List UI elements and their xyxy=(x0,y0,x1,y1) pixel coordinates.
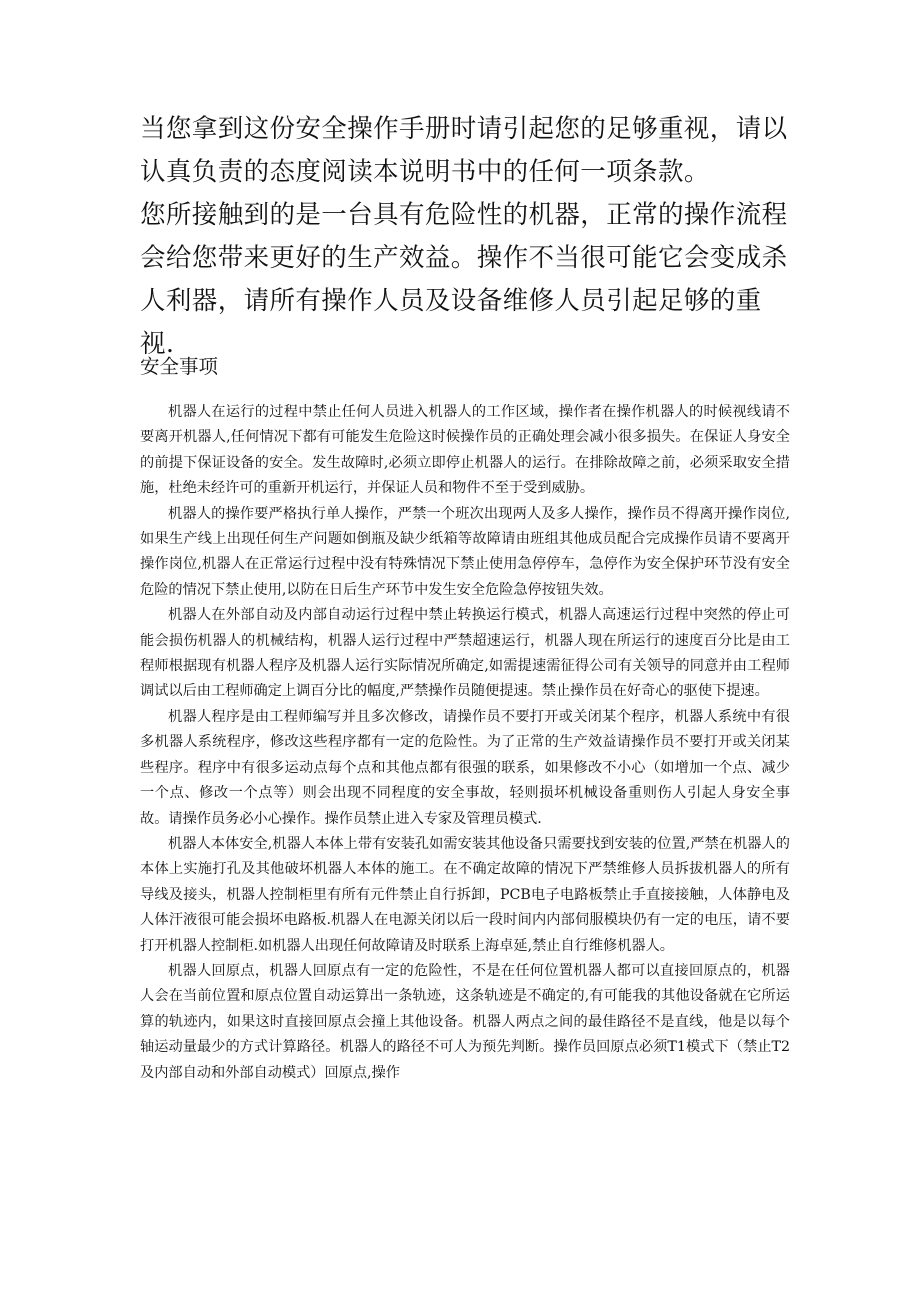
body-paragraph: 机器人回原点，机器人回原点有一定的危险性，不是在任何位置机器人都可以直接回原点的，机器人会在当前位置和原点位置自动运算出一条轨迹，这条轨迹是不确定的,有可能我的其他设备就在它所运算的轨迹内，如果这时直接回原点会撞上其他设备。机器人两点之间的最佳路径不是直线，他是以每个轴运动量最少的方式计算路径。机器人的路径不可人为预先判断。操作员回原点必须T1模式下（禁止T2及内部自动和外部自动模式）回原点,操作 xyxy=(140,962,790,1081)
body-paragraph: 机器人在外部自动及内部自动运行过程中禁止转换运行模式，机器人高速运行过程中突然的停止可能会损伤机器人的机械结构，机器人运行过程中严禁超速运行，机器人现在所运行的速度百分比是由工程师根据现有机器人程序及机器人运行实际情况所确定,如需提速需征得公司有关领导的同意并由工程师调试以后由工程师确定上调百分比的幅度,严禁操作员随便提速。禁止操作员在好奇心的驱使下提速。 xyxy=(140,607,790,700)
body-paragraph: 机器人的操作要严格执行单人操作，严禁一个班次出现两人及多人操作，操作员不得离开操作岗位,如果生产线上出现任何生产问题如倒瓶及缺少纸箱等故障请由班组其他成员配合完成操作员请不要离开操作岗位,机器人在正常运行过程中没有特殊情况下禁止使用急停停车，急停作为安全保护环节没有安全危险的情况下禁止使用,以防在日后生产环节中发生安全危险急停按钮失效。 xyxy=(140,505,790,598)
intro-block xyxy=(140,108,790,366)
body-text xyxy=(140,400,790,1086)
body-paragraph: 机器人本体安全,机器人本体上带有安装孔如需安装其他设备只需要找到安装的位置,严禁在机器人的本体上实施打孔及其他破坏机器人本体的施工。在不确定故障的情况下严禁维修人员拆拔机器人的所有导线及接头，机器人控制柜里有所有元件禁止自行拆卸，PCB电子电路板禁止手直接接触，人体静电及人体汗液很可能会损坏电路板.机器人在电源关闭以后一段时间内内部伺服模块仍有一定的电压，请不要打开机器人控制柜.如机器人出现任何故障请及时联系上海卓延,禁止自行维修机器人。 xyxy=(140,835,790,954)
body-paragraph: 机器人程序是由工程师编写并且多次修改，请操作员不要打开或关闭某个程序，机器人系统中有很多机器人系统程序，修改这些程序都有一定的危险性。为了正常的生产效益请操作员不要打开或关闭某些程序。程序中有很多运动点每个点和其他点都有很强的联系，如果修改不小心（如增加一个点、减少一个点、修改一个点等）则会出现不同程度的安全事故，轻则损坏机械设备重则伤人引起人身安全事故。请操作员务必小心操作。操作员禁止进入专家及管理员模式. xyxy=(140,708,790,827)
section-title: 安全事项 xyxy=(140,355,219,378)
intro-paragraph: 您所接触到的是一台具有危险性的机器，正常的操作流程会给您带来更好的生产效益。操作不当很可能它会变成杀人利器，请所有操作人员及设备维修人员引起足够的重视. xyxy=(140,200,788,359)
intro-paragraph: 当您拿到这份安全操作手册时请引起您的足够重视，请以认真负责的态度阅读本说明书中的任何一项条款。 xyxy=(140,114,788,187)
body-paragraph: 机器人在运行的过程中禁止任何人员进入机器人的工作区域，操作者在操作机器人的时候视线请不要离开机器人,任何情况下都有可能发生危险这时候操作员的正确处理会减小很多损失。在保证人身安全的前提下保证设备的安全。发生故障时,必须立即停止机器人的运行。在排除故障之前，必须采取安全措施，杜绝未经许可的重新开机运行，并保证人员和物件不至于受到威胁。 xyxy=(140,404,790,497)
